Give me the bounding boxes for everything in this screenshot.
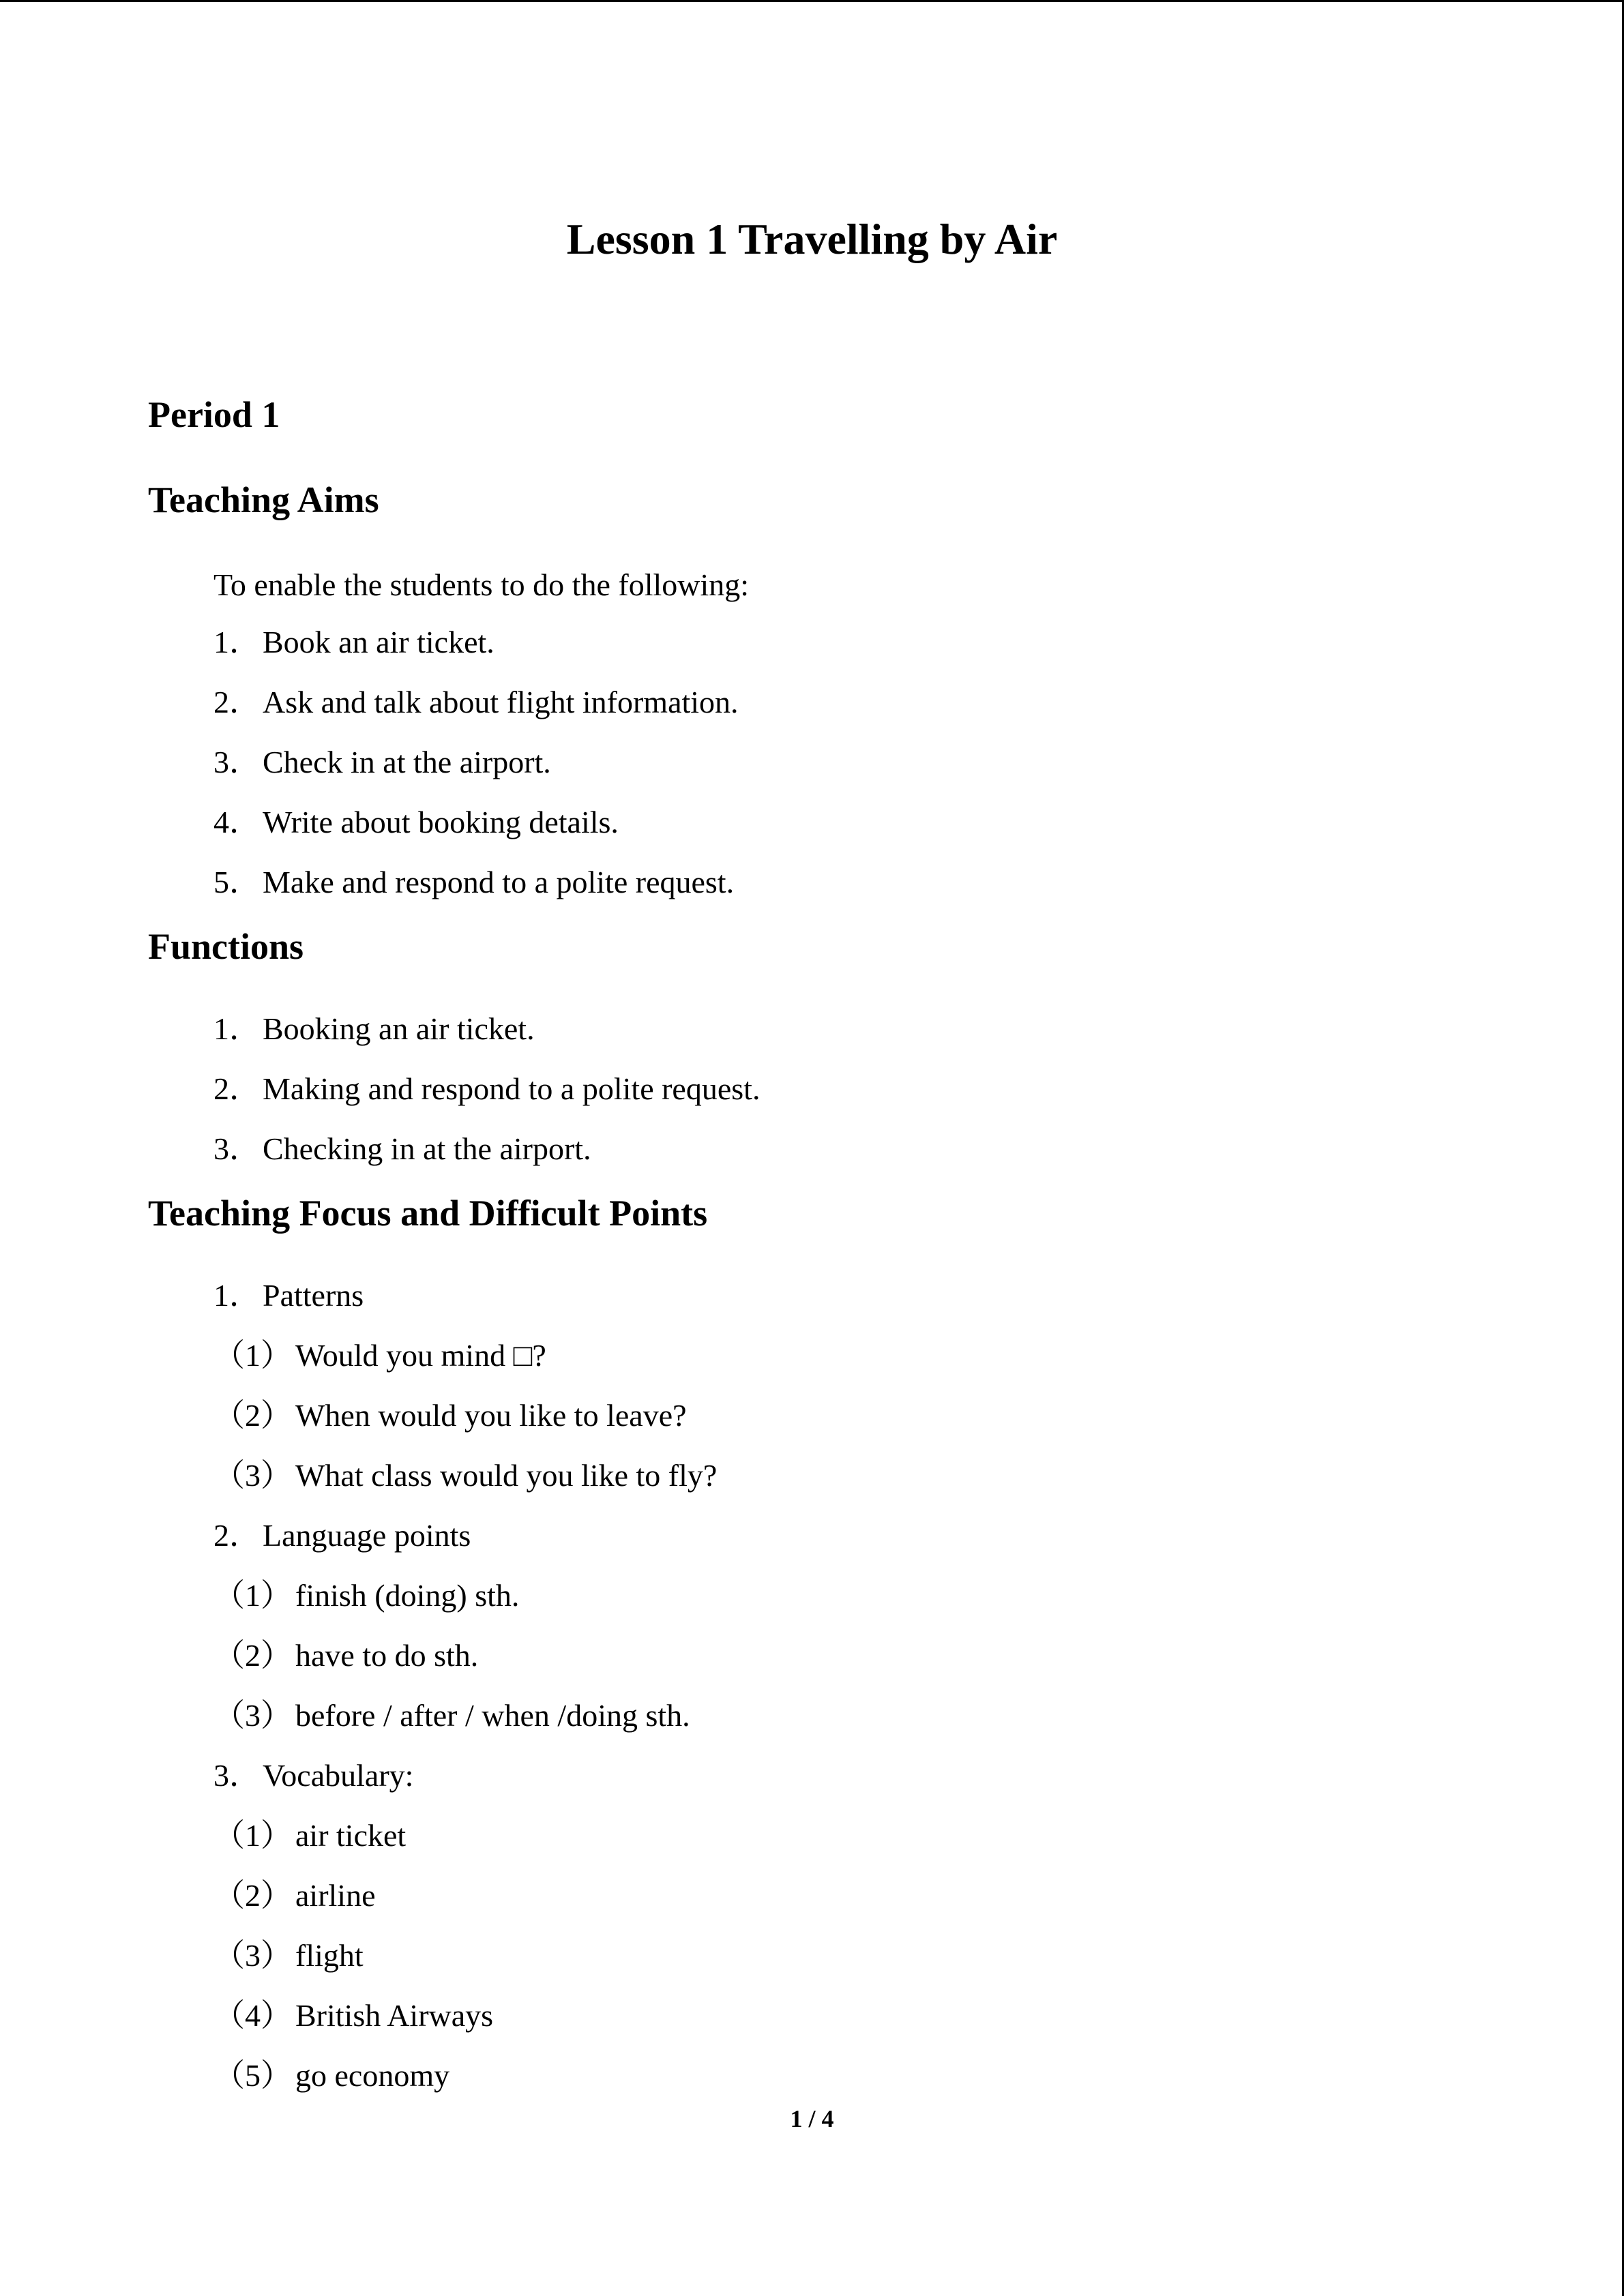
vocabulary-item [213,1875,376,1916]
vocabulary-item-number: （1） [213,1818,292,1853]
functions-item-text: Booking an air ticket. [263,1011,535,1046]
vocabulary-item-number: （5） [213,2058,292,2093]
functions-item-number: 1． [213,1011,261,1046]
functions-item-number: 3． [213,1131,261,1166]
patterns-item-number: （3） [213,1458,292,1493]
period-heading: Period 1 [148,394,280,435]
aims-item [213,742,551,783]
vocabulary-item-number: （2） [213,1878,292,1913]
language-item-number: （1） [213,1578,292,1613]
language-item [213,1695,690,1736]
language-item-number: （2） [213,1638,292,1673]
functions-item-text: Making and respond to a polite request. [263,1071,761,1106]
patterns-item [213,1455,717,1496]
document-title: Lesson 1 Travelling by Air [566,215,1058,263]
vocabulary-item [213,1815,406,1856]
page-border-top [0,0,1624,2]
aims-item [213,682,739,723]
vocabulary-number: 3． [213,1758,261,1793]
vocabulary-label: Vocabulary: [263,1758,414,1793]
language-label: Language points [263,1518,471,1553]
aims-item-text: Write about booking details. [263,805,619,839]
aims-item [213,622,494,663]
language-item-text: finish (doing) sth. [295,1578,520,1613]
vocabulary-item-text: flight [295,1938,364,1973]
patterns-label: Patterns [263,1278,364,1313]
focus-heading: Teaching Focus and Difficult Points [148,1193,708,1234]
vocabulary-item-text: air ticket [295,1818,407,1853]
patterns-label-line [213,1275,364,1316]
vocabulary-item [213,1995,493,2036]
functions-item-text: Checking in at the airport. [263,1131,591,1166]
aims-item-number: 1． [213,625,261,659]
aims-intro: To enable the students to do the following: [213,567,750,602]
aims-item-text: Book an air ticket. [263,625,494,659]
vocabulary-label-line [213,1755,413,1796]
functions-item [213,1069,760,1109]
patterns-item [213,1395,687,1436]
vocabulary-item-text: airline [295,1878,376,1913]
aims-item [213,802,619,843]
patterns-item-number: （2） [213,1398,292,1433]
language-item [213,1575,519,1616]
language-item-number: （3） [213,1698,292,1733]
aims-item-text: Check in at the airport. [263,745,551,779]
aims-item-text: Ask and talk about flight information. [263,685,739,719]
patterns-item [213,1335,546,1376]
language-item-text: before / after / when /doing sth. [295,1698,690,1733]
functions-item-number: 2． [213,1071,261,1106]
functions-item [213,1009,535,1049]
patterns-item-text: Would you mind □? [295,1338,546,1373]
patterns-item-text: When would you like to leave? [295,1398,687,1433]
page-number: 1 / 4 [790,2105,834,2132]
patterns-item-number: （1） [213,1338,292,1373]
language-item [213,1635,478,1676]
patterns-item-text: What class would you like to fly? [295,1458,718,1493]
vocabulary-item-number: （3） [213,1938,292,1973]
functions-heading: Functions [148,926,304,967]
teaching-aims-heading: Teaching Aims [148,479,379,520]
vocabulary-item [213,2055,449,2096]
functions-item [213,1129,591,1169]
vocabulary-item-number: （4） [213,1998,292,2033]
vocabulary-item-text: go economy [295,2058,450,2093]
aims-item [213,862,734,903]
patterns-number: 1． [213,1278,261,1313]
vocabulary-item [213,1935,364,1976]
language-number: 2． [213,1518,261,1553]
aims-item-number: 3． [213,745,261,779]
language-item-text: have to do sth. [295,1638,479,1673]
aims-item-number: 5． [213,865,261,899]
language-label-line [213,1515,471,1556]
aims-item-number: 4． [213,805,261,839]
vocabulary-item-text: British Airways [295,1998,494,2033]
aims-item-text: Make and respond to a polite request. [263,865,735,899]
aims-item-number: 2． [213,685,261,719]
